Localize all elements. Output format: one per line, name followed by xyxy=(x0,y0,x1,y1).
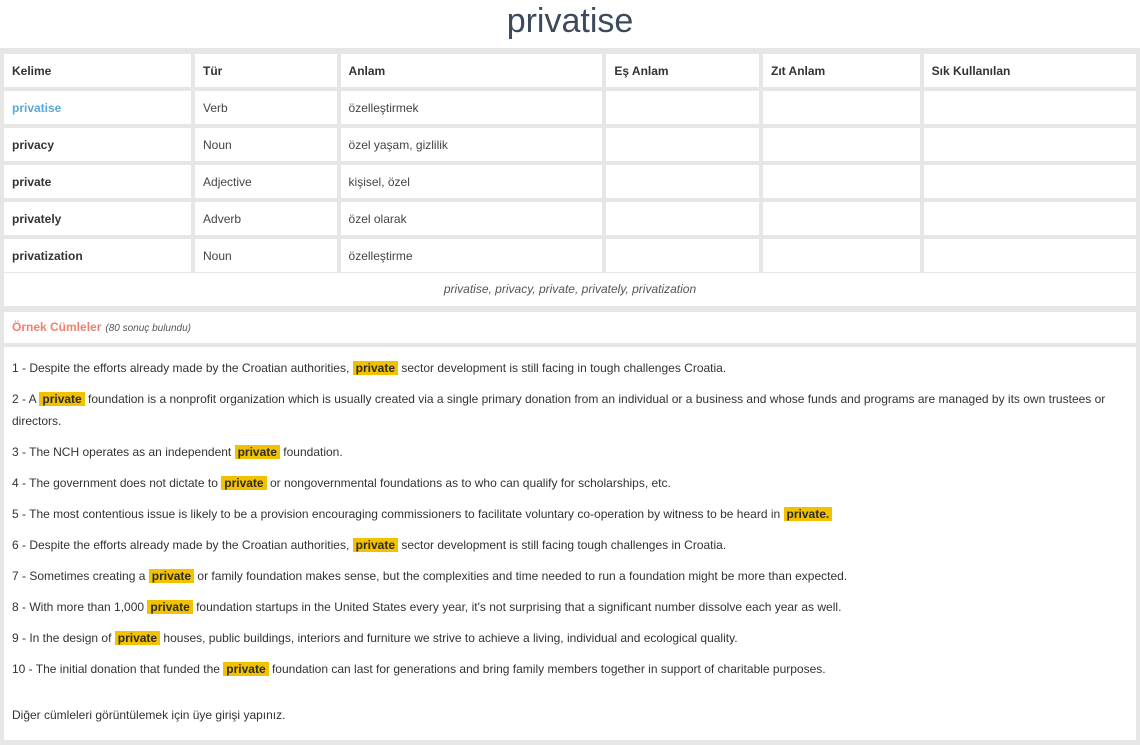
member-login-link[interactable]: üye girişi xyxy=(192,708,241,722)
word-antonym xyxy=(763,165,920,198)
word-antonym xyxy=(763,239,920,272)
login-prompt xyxy=(12,708,285,722)
examples-header xyxy=(4,312,1136,343)
sentence-text: 8 - With more than 1,000 xyxy=(12,600,148,614)
word-common xyxy=(924,202,1136,235)
column-header-common: Sık Kullanılan xyxy=(924,54,1136,87)
sentence-text: 1 - Despite the efforts already made by the Croatian authorities, xyxy=(12,361,353,375)
example-sentence xyxy=(12,503,1128,525)
word-synonym xyxy=(606,128,759,161)
login-prompt-text: Diğer cümleleri görüntülemek için xyxy=(12,708,193,722)
sentence-text: 5 - The most contentious issue is likely to be a provision encouraging commissioners to facilitate voluntary co-operation by witness to be heard in xyxy=(12,507,784,521)
word-synonym xyxy=(606,165,759,198)
sentence-text: or family foundation makes sense, but the complexities and time needed to run a foundation might be more than expected. xyxy=(194,569,848,583)
table-row xyxy=(4,128,1136,161)
sentence-text: 10 - The initial donation that funded the xyxy=(12,662,224,676)
table-row xyxy=(4,91,1136,124)
word-link[interactable]: privatization xyxy=(4,239,191,272)
sentence-text: 2 - A xyxy=(12,392,40,406)
highlighted-word: private xyxy=(353,361,398,375)
sentence-text: 4 - The government does not dictate to xyxy=(12,476,222,490)
sentence-text: foundation. xyxy=(279,445,343,459)
word-link[interactable]: privacy xyxy=(4,128,191,161)
examples-count: (80 sonuç bulundu) xyxy=(105,323,191,334)
word-link[interactable]: private xyxy=(4,165,191,198)
highlighted-word: private xyxy=(221,476,266,490)
example-sentence xyxy=(12,565,1128,587)
word-type: Noun xyxy=(195,128,337,161)
word-type: Adjective xyxy=(195,165,337,198)
example-sentence xyxy=(12,627,1128,649)
highlighted-word: private xyxy=(353,538,398,552)
highlighted-word: private xyxy=(39,392,84,406)
table-row xyxy=(4,239,1136,272)
column-header-synonym: Eş Anlam xyxy=(606,54,759,87)
word-type: Noun xyxy=(195,239,337,272)
column-header-type: Tür xyxy=(195,54,337,87)
sentence-text: sector development is still facing tough challenges in Croatia. xyxy=(398,538,727,552)
example-sentences xyxy=(4,347,1136,740)
word-synonym xyxy=(606,239,759,272)
sentence-text: 9 - In the design of xyxy=(12,631,115,645)
highlighted-word: private xyxy=(147,600,192,614)
word-common xyxy=(924,239,1136,272)
word-meaning: kişisel, özel xyxy=(341,165,603,198)
word-common xyxy=(924,165,1136,198)
word-common xyxy=(924,91,1136,124)
table-row xyxy=(4,202,1136,235)
sentence-text: 7 - Sometimes creating a xyxy=(12,569,149,583)
highlighted-word: private xyxy=(235,445,280,459)
word-link[interactable]: privatise xyxy=(4,91,191,124)
sentence-text: 3 - The NCH operates as an independent xyxy=(12,445,235,459)
examples-title: Örnek Cümleler xyxy=(12,320,102,334)
word-meaning: özelleştirme xyxy=(341,239,603,272)
page-title: privatise xyxy=(506,2,634,40)
example-sentence xyxy=(12,388,1128,432)
column-header-meaning: Anlam xyxy=(341,54,603,87)
sentence-text: or nongovernmental foundations as to who can qualify for scholarships, etc. xyxy=(266,476,671,490)
word-synonym xyxy=(606,202,759,235)
example-sentence xyxy=(12,357,1128,379)
table-header-row xyxy=(4,54,1136,87)
word-table xyxy=(0,50,1140,276)
word-synonym xyxy=(606,91,759,124)
word-antonym xyxy=(763,91,920,124)
column-header-word: Kelime xyxy=(4,54,191,87)
sentence-text: sector development is still facing in tough challenges Croatia. xyxy=(398,361,727,375)
sentence-text: 6 - Despite the efforts already made by the Croatian authorities, xyxy=(12,538,353,552)
sentence-text: houses, public buildings, interiors and furniture we strive to achieve a living, individual and ecological quality. xyxy=(160,631,738,645)
login-prompt-text-end: yapınız. xyxy=(240,708,286,722)
sentence-text: foundation can last for generations and bring family members together in support of charitable purposes. xyxy=(268,662,826,676)
sentence-text: foundation is a nonprofit organization which is usually created via a single primary donation from an individual or a business and whose funds and programs are managed by its own trustees or directors. xyxy=(12,392,1106,428)
highlighted-word: private xyxy=(223,662,268,676)
table-row xyxy=(4,165,1136,198)
highlighted-word: private. xyxy=(784,507,833,521)
highlighted-word: private xyxy=(149,569,194,583)
example-sentence xyxy=(12,441,1128,463)
word-meaning: özelleştirmek xyxy=(341,91,603,124)
word-meaning: özel yaşam, gizlilik xyxy=(341,128,603,161)
word-type: Adverb xyxy=(195,202,337,235)
word-common xyxy=(924,128,1136,161)
column-header-antonym: Zıt Anlam xyxy=(763,54,920,87)
word-meaning: özel olarak xyxy=(341,202,603,235)
word-antonym xyxy=(763,202,920,235)
example-sentence xyxy=(12,472,1128,494)
example-sentence xyxy=(12,596,1128,618)
word-antonym xyxy=(763,128,920,161)
word-link[interactable]: privately xyxy=(4,202,191,235)
example-sentence xyxy=(12,534,1128,556)
sentence-text: foundation startups in the United States every year, it's not surprising that a significant number dissolve each year as well. xyxy=(192,600,842,614)
dictionary-panel xyxy=(0,48,1140,745)
word-variants-line: privatise, privacy, private, privately, privatization xyxy=(4,273,1136,306)
word-type: Verb xyxy=(195,91,337,124)
highlighted-word: private xyxy=(115,631,160,645)
example-sentence xyxy=(12,658,1128,680)
